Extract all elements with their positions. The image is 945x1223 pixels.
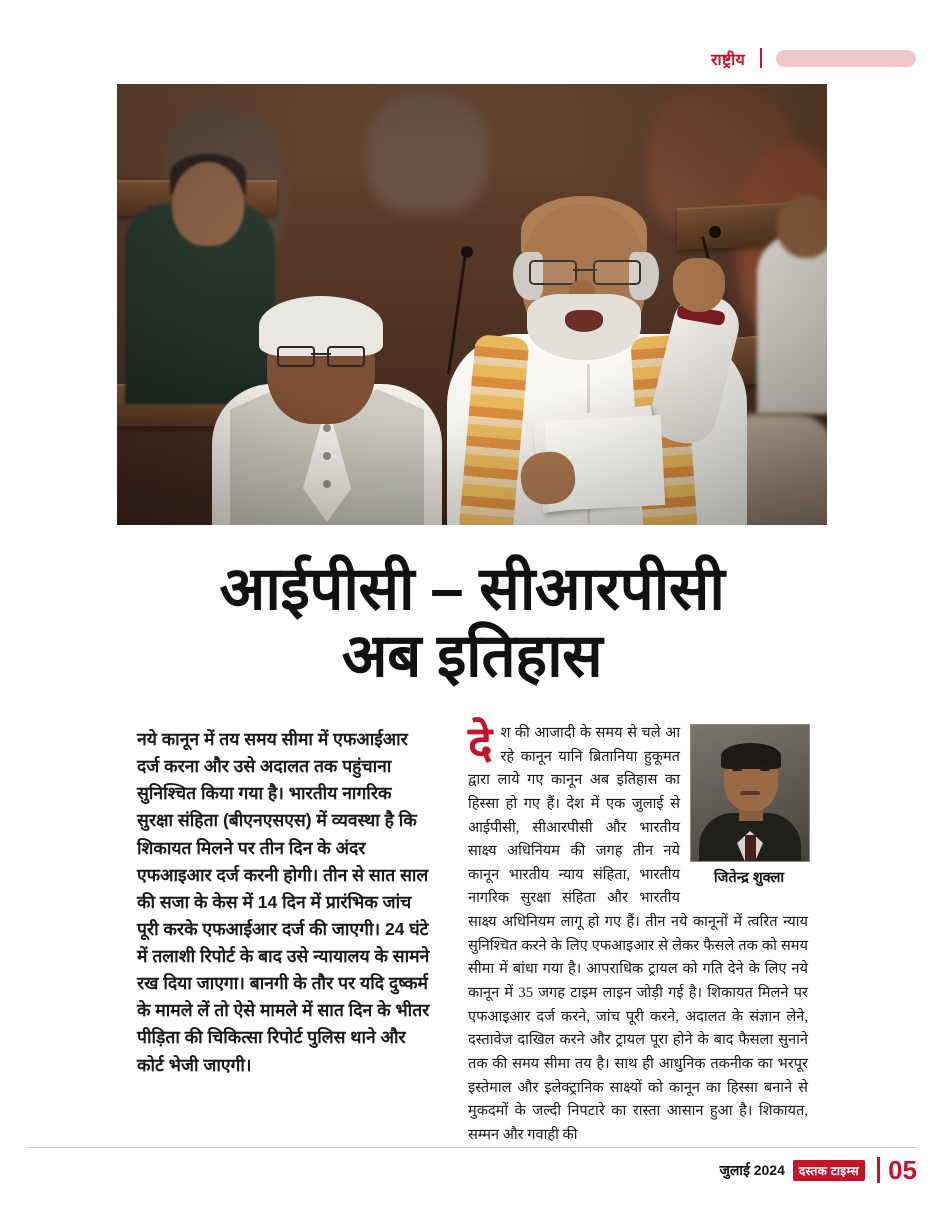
- author-eyes: [724, 767, 778, 773]
- header-pill-decoration: [776, 50, 916, 67]
- drop-cap: दे: [468, 717, 493, 769]
- body-paragraph: श की आजादी के समय से चले आ रहे कानून यानि ब्रितानिया हुकूमत द्वारा लाये गए कानून अब इतिहास का हिस्सा हो गए हैं। देश में एक जुलाई से आईपीसी, सीआरपीसी और भारतीय साक्ष्य अधिनियम की जगह तीन नये कानून भारतीय न्याय संहिता, भारतीय नागरिक सुरक्षा संहिता और भारतीय साक्ष्य अधिनियम लागू हो गए हैं। तीन नये कानूनों में त्वरित न्याय सुनिश्चित करने के लिए एफआइआर से लेकर फैसले तक को समय सीमा में बांधा गया है। आपराधिक ट्रायल को गति देने के लिए नये कानून में 35 जगह टाइम लाइन जोड़ी गई है। शिकायत मिलने पर एफआइआर दर्ज करने, जांच पूरी करने, अदालत के संज्ञान लेने, दस्तावेज दाखिल करने और ट्रायल पूरा होने के बाद फैसला सुनाने तक की समय सीमा तय है। साथ ही आधुनिक तकनीक का भरपूर इस्तेमाल और इलेक्ट्रानिक साक्ष्यों को कानून का हिस्सा बनाने से मुकदमों के जल्दी निपटारे का रास्ता आसान हुआ है। शिकायत, सम्मन और गवाही की: [468, 725, 808, 1143]
- page-footer: [719, 1157, 917, 1183]
- headline-line-2: अब इतिहास: [341, 622, 603, 690]
- section-divider: [760, 48, 762, 68]
- section-label: राष्ट्रीय: [710, 52, 745, 69]
- author-necktie: [745, 835, 756, 861]
- author-name: जितेन्द्र शुक्ला: [713, 870, 785, 886]
- author-photo: [690, 724, 810, 862]
- author-hair: [721, 743, 781, 769]
- lead-paragraph-column: नये कानून में तय समय सीमा में एफआईआर दर्ज करना और उसे अदालत तक पहुंचाना सुनिश्चित किया गया है। भारतीय नागरिक सुरक्षा संहिता (बीएनएसएस) में व्यवस्था है कि शिकायत मिलने पर तीन दिन के अंदर एफआइआर दर्ज करनी होगी। तीन से सात साल की सजा के केस में 14 दिन में प्रारंभिक जांच पूरी करके एफआईआर दर्ज की जाएगी। 24 घंटे में तलाशी रिपोर्ट के बाद उसे न्यायालय के सामने रख दिया जाएगा। बानगी के तौर पर यदि दुष्कर्म के मामले लें तो ऐसे मामले में सात दिन के भीतर पीड़िता की चिकित्सा रिपोर्ट पुलिस थाने और कोर्ट भेजी जाएगी।: [137, 729, 430, 1075]
- author-block: [690, 724, 808, 890]
- footer-accent-bar: [877, 1157, 880, 1183]
- issue-date: जुलाई 2024: [719, 1161, 785, 1178]
- body-text-column: [468, 717, 808, 1148]
- hero-photo-illustration: [117, 84, 827, 525]
- hero-photo: [117, 84, 827, 525]
- publication-logo: दस्तक टाइम्स: [793, 1160, 865, 1181]
- page-number: 05: [888, 1155, 917, 1185]
- page-header: [0, 42, 945, 72]
- photo-vignette: [117, 84, 827, 525]
- headline-line-1: आईपीसी – सीआरपीसी: [219, 555, 725, 623]
- footer-divider: [28, 1147, 917, 1148]
- article-headline: [117, 557, 827, 689]
- author-mouth: [740, 791, 760, 795]
